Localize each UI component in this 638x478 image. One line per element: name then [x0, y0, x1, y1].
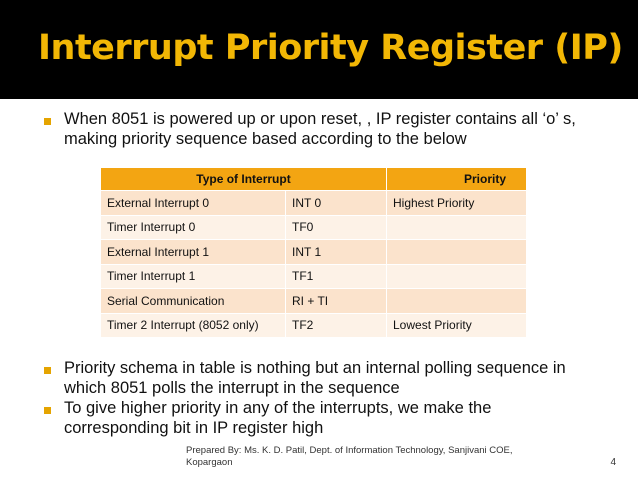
table-cell [387, 264, 527, 289]
table-row [101, 313, 527, 337]
bullet-text: When 8051 is powered up or upon reset, , IP register contains all ‘o’ s, making priority sequence based according to the below [64, 110, 576, 148]
table-cell [387, 289, 527, 314]
header-priority: Priority [387, 168, 527, 191]
page-number: 4 [610, 457, 616, 468]
table-header-row [101, 168, 527, 191]
table-cell: Serial Communication [101, 289, 286, 314]
footer-credit: Prepared By: Ms. K. D. Patil, Dept. of Information Technology, Sanjivani COE, Kopargaon [186, 445, 513, 468]
bullet-marker [44, 367, 51, 374]
table-cell: INT 1 [286, 240, 387, 265]
bullet-text: To give higher priority in any of the interrupts, we make the corresponding bit in IP register high [64, 399, 492, 437]
table-row [101, 215, 527, 240]
table-cell [387, 240, 527, 265]
table-cell: External Interrupt 0 [101, 191, 286, 216]
table-cell: Timer Interrupt 0 [101, 215, 286, 240]
table-cell: Highest Priority [387, 191, 527, 216]
bullet-text: Priority schema in table is nothing but an internal polling sequence in which 8051 polls the interrupt in the sequence [64, 359, 566, 397]
bullet-marker [44, 118, 51, 125]
table-row [101, 264, 527, 289]
slide-title: Interrupt Priority Register (IP) [38, 28, 623, 68]
table-cell: RI + TI [286, 289, 387, 314]
table-row [101, 240, 527, 265]
bullet-marker [44, 407, 51, 414]
title-band [0, 0, 638, 99]
table-cell: Timer Interrupt 1 [101, 264, 286, 289]
table-cell: TF0 [286, 215, 387, 240]
table-cell: Timer 2 Interrupt (8052 only) [101, 313, 286, 337]
table-cell: External Interrupt 1 [101, 240, 286, 265]
table-cell: TF1 [286, 264, 387, 289]
header-type-of-interrupt: Type of Interrupt [101, 168, 387, 191]
table-cell: TF2 [286, 313, 387, 337]
table-row [101, 289, 527, 314]
table-row [101, 191, 527, 216]
table-cell [387, 215, 527, 240]
table-cell: INT 0 [286, 191, 387, 216]
table-cell: Lowest Priority [387, 313, 527, 337]
priority-table [101, 168, 527, 337]
